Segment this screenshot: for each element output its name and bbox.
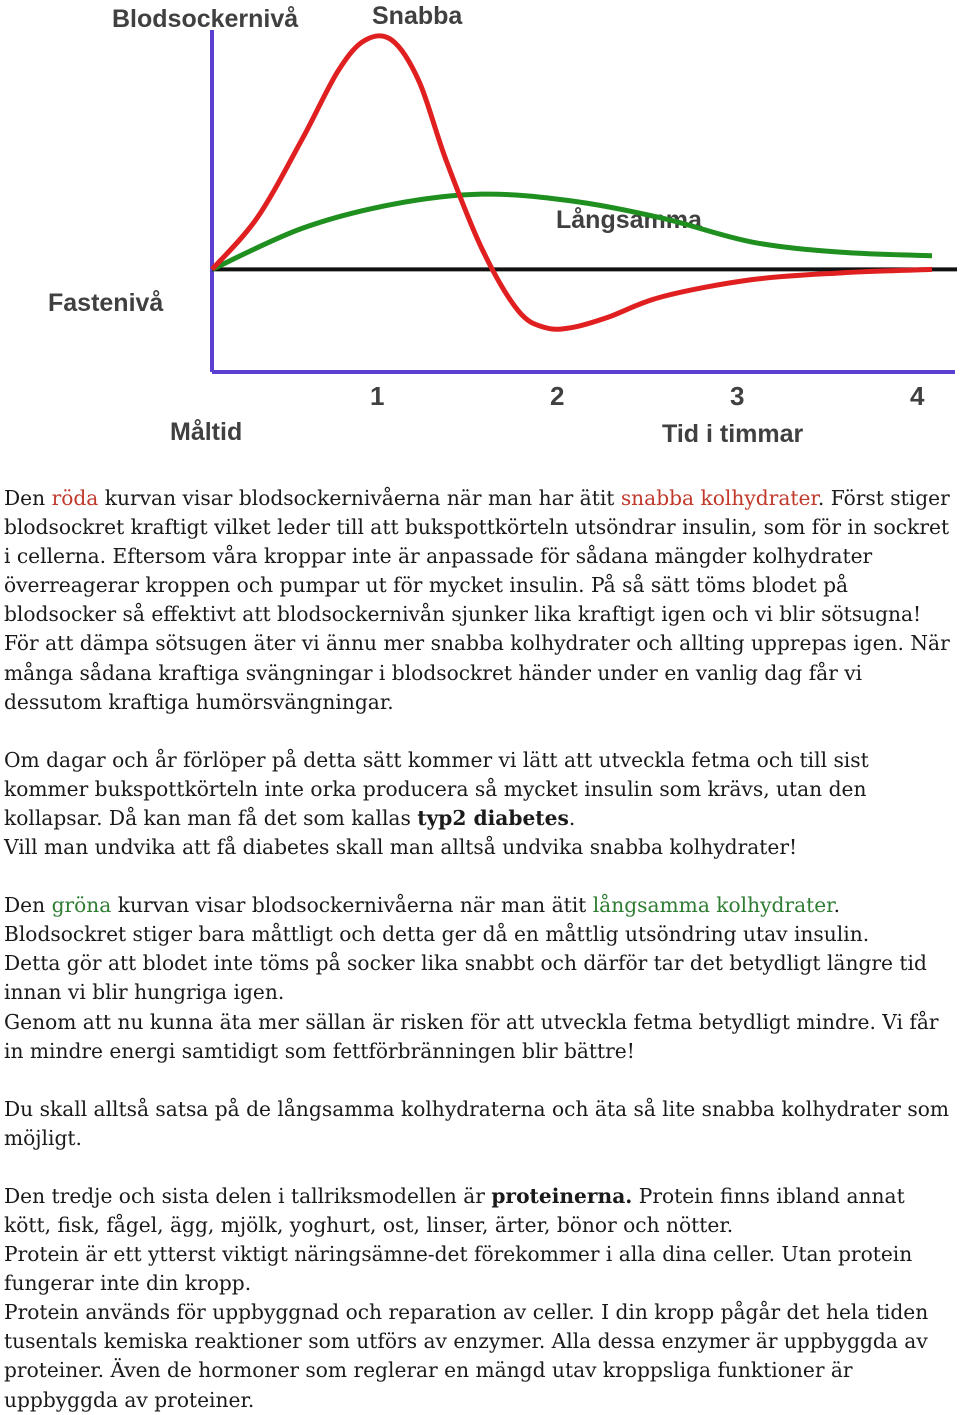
series-label-langsamma: Långsamma — [556, 206, 702, 234]
paragraph-diabetes: Om dagar och år förlöper på detta sätt kommer vi lätt att utveckla fetma och till sist kommer bukspottkörteln inte orka producera så mycket insulin som krävs, utan den kollapsar. Då kan man få det som kallas typ2 diabetes. — [4, 747, 869, 830]
y-axis-label: Blodsockernivå — [112, 5, 299, 33]
paragraph-advice: Du skall alltså satsa på de långsamma kolhydraterna och äta så lite snabba kolhydrater som möjligt. — [4, 1096, 950, 1150]
paragraph-fast-carbs: Den röda kurvan visar blodsockernivåerna när man har ätit snabba kolhydrater. Först stiger blodsockret kraftigt vilket leder till att bukspottkörteln utsöndrar insulin, som för in sockret i cellerna. Eftersom våra kroppar inte är anpassade för sådana mängder kolhydrater överreagerar kroppen och pumpar ut för mycket insulin. På så sätt töms blodet på blodsocker så effektivt att blodsockernivån sjunker lika kraftigt igen och vi blir sötsugna! För att dämpa sötsugen äter vi ännu mer snabba kolhydrater och allting upprepas igen. När många sådana kraftiga svängningar i blodsockret händer under en vanlig dag får vi dessutom kraftiga humörsvängningar. — [4, 486, 950, 714]
series-line-snabba — [212, 36, 932, 330]
x-tick-label-1: 1 — [370, 381, 385, 411]
paragraph-slow-line2: Blodsockret stiger bara måttligt och detta ger då en måttlig utsöndring utav insulin. — [4, 922, 870, 947]
bold-protein: proteinerna. — [491, 1183, 633, 1208]
blood-sugar-chart — [0, 0, 960, 460]
x-tick-label-4: 4 — [910, 381, 925, 411]
red-word: röda — [51, 486, 99, 510]
x-axis-label: Tid i timmar — [662, 420, 804, 448]
bold-diabetes: typ2 diabetes — [417, 805, 569, 830]
paragraph-protein-line2: Protein är ett ytterst viktigt näringsämne-det förekommer i alla dina celler. Utan protein fungerar inte din kropp. — [4, 1242, 913, 1296]
green-term: långsamma kolhydrater — [592, 893, 834, 918]
paragraph-avoid: Vill man undvika att få diabetes skall man alltså undvika snabba kolhydrater! — [4, 835, 798, 860]
red-term: snabba kolhydrater — [620, 486, 818, 510]
series-label-snabba: Snabba — [372, 2, 463, 30]
paragraph-slow-line3: Detta gör att blodet inte töms på socker lika snabbt och därför tar det betydligt längre tid innan vi blir hungriga igen. — [4, 951, 927, 1005]
x-tick-label-2: 2 — [550, 381, 565, 411]
paragraph-slow-carbs: Den gröna kurvan visar blodsockernivåerna när man ätit långsamma kolhydrater. — [4, 893, 841, 918]
green-word: gröna — [51, 893, 112, 918]
paragraph-protein-line3: Protein används för uppbyggnad och reparation av celler. I din kropp pågår det hela tiden tusentals kemiska reaktioner som utförs av enzymer. Alla dessa enzymer är uppbyggda av proteiner. Även de hormoner som reglerar en mängd utav kroppsliga funktioner är uppbyggda av proteiner. — [4, 1300, 929, 1412]
paragraph-slow-line4: Genom att nu kunna äta mer sällan är risken för att utveckla fetma betydligt mindre. Vi får in mindre energi samtidigt som fettförbränningen blir bättre! — [4, 1009, 939, 1063]
article-text — [4, 484, 954, 1415]
fasting-level-label: Fastenivå — [48, 289, 164, 317]
paragraph-protein: Den tredje och sista delen i tallriksmodellen är proteinerna. Protein finns ibland annat kött, fisk, fågel, ägg, mjölk, yoghurt, ost, linser, ärter, bönor och nötter. — [4, 1183, 905, 1237]
x-tick-label-3: 3 — [730, 381, 745, 411]
meal-label: Måltid — [170, 418, 243, 446]
